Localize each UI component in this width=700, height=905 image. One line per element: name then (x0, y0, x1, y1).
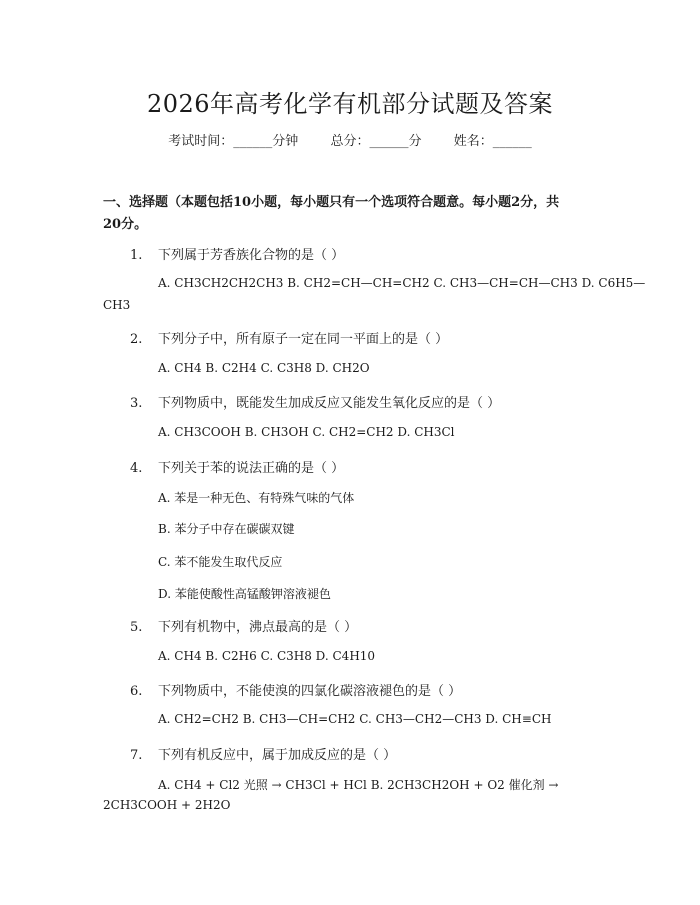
question-text: 下列物质中，不能使溴的四氯化碳溶液褪色的是（ ） (158, 684, 462, 699)
student-name-field: 姓名：______ (453, 134, 532, 149)
question-3-options: A. CH3COOH B. CH3OH C. CH2=CH2 D. CH3Cl (158, 425, 455, 439)
question-7-options-cont: 2CH3COOH + 2H2O (103, 798, 231, 812)
question-4-option-a: A. 苯是一种无色、有特殊气味的气体 (158, 491, 355, 505)
question-7 (130, 744, 396, 763)
question-number: 5. (130, 620, 143, 635)
question-4-option-d: D. 苯能使酸性高锰酸钾溶液褪色 (158, 587, 331, 601)
question-text: 下列分子中，所有原子一定在同一平面上的是（ ） (158, 332, 449, 347)
question-3 (130, 392, 500, 411)
question-number: 7. (130, 748, 143, 763)
question-5 (130, 616, 357, 635)
exam-time-field: 考试时间：______分钟 (168, 134, 299, 149)
question-number: 4. (130, 461, 143, 476)
section-heading-line1: 一、选择题（本题包括10小题，每小题只有一个选项符合题意。每小题2分，共 (103, 195, 560, 210)
question-4 (130, 457, 344, 476)
page-title: 2026年高考化学有机部分试题及答案 (146, 90, 554, 118)
question-text: 下列有机反应中，属于加成反应的是（ ） (158, 748, 397, 763)
question-7-options: A. CH4 + Cl2 光照 → CH3Cl + HCl B. 2CH3CH2OH + O2 催化剂 → (158, 778, 559, 792)
question-4-option-c: C. 苯不能发生取代反应 (158, 555, 283, 569)
question-number: 1. (130, 248, 143, 263)
question-text: 下列有机物中，沸点最高的是（ ） (158, 620, 358, 635)
question-text: 下列关于苯的说法正确的是（ ） (158, 461, 345, 476)
question-6-options: A. CH2=CH2 B. CH3—CH=CH2 C. CH3—CH2—CH3 D. CH≡CH (158, 712, 552, 726)
question-1 (130, 244, 344, 263)
question-6 (130, 680, 461, 699)
exam-info-line (0, 130, 700, 149)
question-text: 下列属于芳香族化合物的是（ ） (158, 248, 345, 263)
total-score-field: 总分：______分 (330, 134, 422, 149)
question-text: 下列物质中，既能发生加成反应又能发生氧化反应的是（ ） (158, 396, 501, 411)
question-1-options-cont: CH3 (103, 298, 131, 312)
section-heading-line2: 20分。 (103, 217, 148, 232)
question-number: 2. (130, 332, 143, 347)
question-5-options: A. CH4 B. C2H6 C. C3H8 D. C4H10 (158, 649, 376, 663)
question-number: 3. (130, 396, 143, 411)
question-1-options: A. CH3CH2CH2CH3 B. CH2=CH—CH=CH2 C. CH3—CH=CH—CH3 D. C6H5— (158, 276, 646, 290)
section-heading-choice (103, 192, 603, 236)
question-2-options: A. CH4 B. C2H4 C. C3H8 D. CH2O (158, 361, 370, 375)
question-4-option-b: B. 苯分子中存在碳碳双键 (158, 522, 295, 536)
question-2 (130, 328, 448, 347)
question-number: 6. (130, 684, 143, 699)
